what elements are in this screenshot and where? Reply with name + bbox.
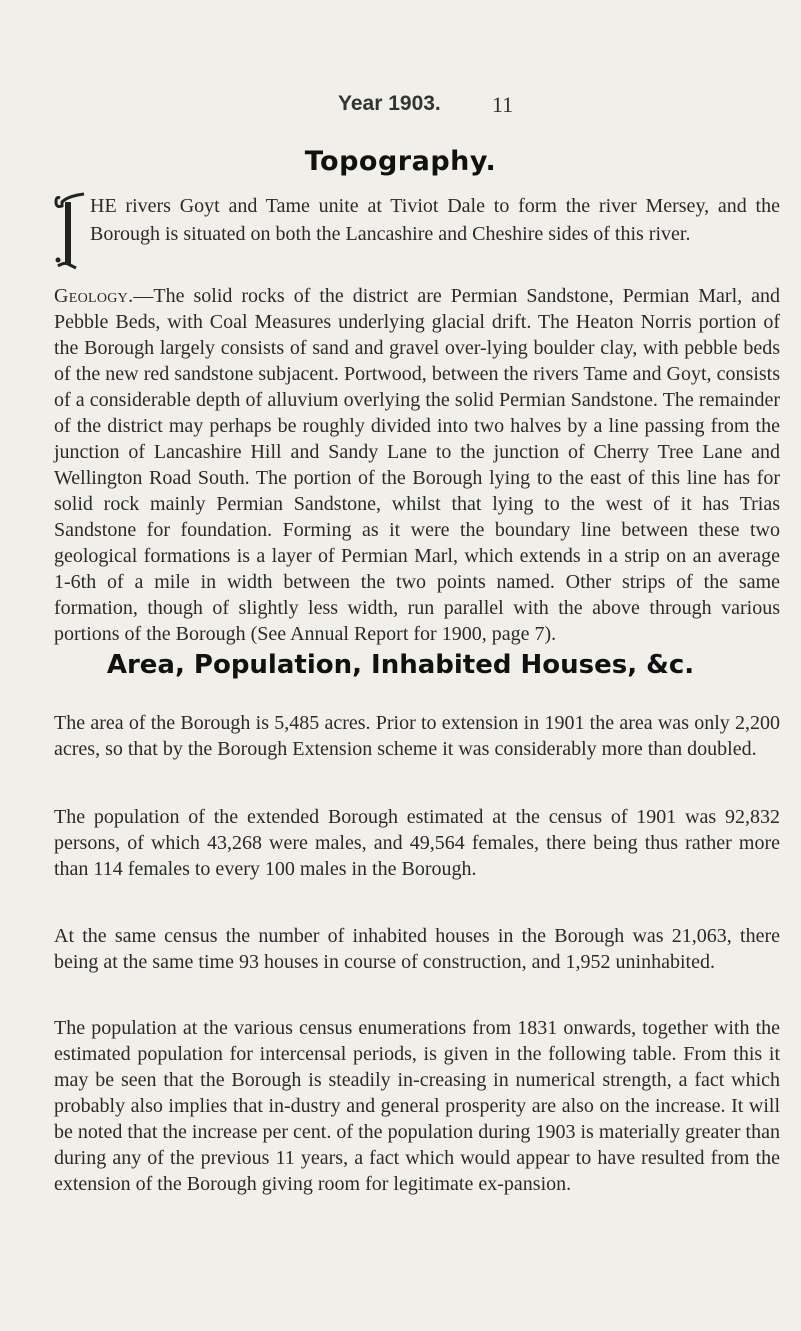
header-year: Year 1903. [338, 92, 441, 115]
drop-cap-icon [54, 192, 86, 272]
geology-text: —The solid rocks of the district are Permian Sandstone, Permian Marl, and Pebble Beds, with Coal Measures underlying glacial drift. The Heaton Norris portion of the Borough largely consists of sand and gravel over-lying boulder clay, with pebble beds of the new red sandstone subjacent. Portwood, between the rivers Tame and Goyt, consists of a considerable depth of alluvium overlying the solid Permian Sandstone. The remainder of the district may perhaps be roughly divided into two halves by a line passing from the junction of Lancashire Hill and Sandy Lane to the junction of Cherry Tree Lane and Wellington Road South. The portion of the Borough lying to the east of this line has for solid rock mainly Permian Sandstone, whilst that lying to the west of it has Trias Sandstone for foundation. Forming as it were the boundary line between these two geological formations is a layer of Permian Marl, which extends in a strip on an average 1-6th of a mile in width between the two points named. Other strips of the same formation, though of slightly less width, run parallel with the above through various portions of the Borough (See Annual Report for 1900, page 7). [54, 285, 780, 645]
intro-text: HE rivers Goyt and Tame unite at Tiviot Dale to form the river Mersey, and the Borough is situated on both the Lancashire and Cheshire sides of this river. [90, 195, 780, 245]
houses-paragraph: At the same census the number of inhabited houses in the Borough was 21,063, there being at the same time 93 houses in course of construction, and 1,952 uninhabited. [54, 925, 780, 973]
area-paragraph: The area of the Borough is 5,485 acres. Prior to extension in 1901 the area was only 2,200 acres, so that by the Borough Extension scheme it was considerably more than doubled. [54, 712, 780, 760]
geology-paragraph [54, 283, 780, 647]
section-heading: Area, Population, Inhabited Houses, &c. [106, 650, 695, 680]
page-title: Topography. [304, 146, 497, 177]
page-number: 11 [492, 92, 514, 117]
census-paragraph: The population at the various census enumerations from 1831 onwards, together with the estimated population for intercensal periods, is given in the following table. From this it may be seen that the Borough is steadily in-creasing in numerical strength, a fact which probably also implies that in-dustry and general prosperity are also on the increase. It will be noted that the increase per cent. of the population during 1903 is materially greater than during any of the previous 11 years, a fact which would appear to have resulted from the extension of the Borough giving room for legitimate ex-pansion. [54, 1017, 780, 1195]
population-paragraph: The population of the extended Borough estimated at the census of 1901 was 92,832 persons, of which 43,268 were males, and 49,564 females, there being thus rather more than 114 females to every 100 males in the Borough. [54, 806, 780, 880]
page-header [0, 92, 801, 122]
geology-label: Geology. [54, 285, 134, 307]
